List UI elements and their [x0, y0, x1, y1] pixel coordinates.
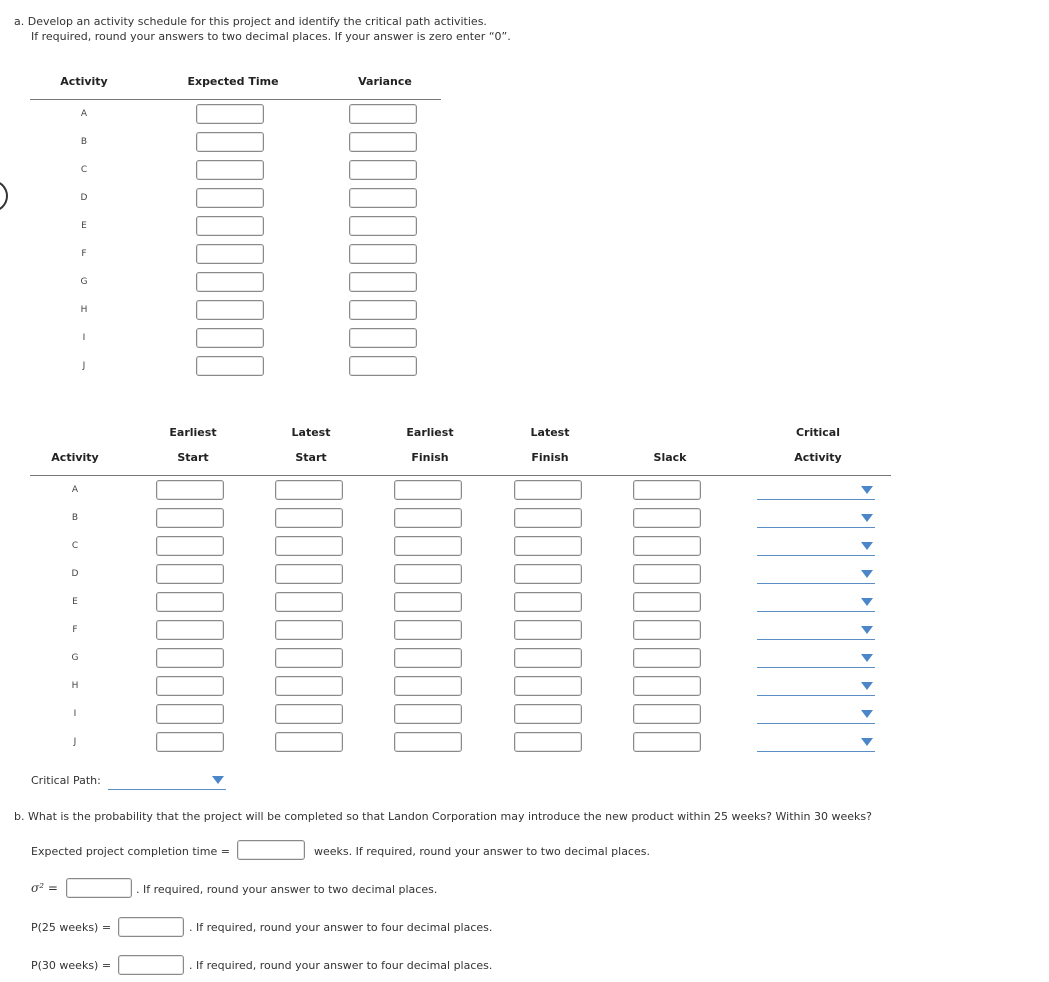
t2-earliest-finish-input[interactable] — [394, 704, 462, 724]
triangle-down-icon — [861, 626, 873, 634]
t1-expected-time-input[interactable] — [196, 272, 264, 292]
t2-header-ef-top: Earliest — [406, 426, 454, 439]
t2-header-lf-top: Latest — [530, 426, 570, 439]
t2-header-lf-bottom: Finish — [531, 451, 569, 464]
t2-header-activity: Activity — [51, 451, 99, 464]
t2-earliest-start-input[interactable] — [156, 536, 224, 556]
expected-completion-input[interactable] — [237, 840, 305, 860]
t2-slack-input[interactable] — [633, 508, 701, 528]
t1-activity-label: C — [80, 165, 88, 175]
t2-latest-finish-input[interactable] — [514, 676, 582, 696]
t1-activity-label: E — [81, 221, 87, 231]
t2-header-ls-top: Latest — [291, 426, 331, 439]
part-b-question: b. What is the probability that the project will be completed so that Landon Corporation may introduce the new product within 25 weeks? Within 30 weeks? — [14, 810, 872, 823]
t2-latest-finish-input[interactable] — [514, 564, 582, 584]
t2-critical-activity-dropdown[interactable] — [757, 620, 875, 640]
t1-variance-input[interactable] — [349, 328, 417, 348]
expected-completion-label: Expected project completion time = — [31, 845, 230, 858]
sigma-squared-suffix: . If required, round your answer to two decimal places. — [136, 883, 438, 896]
t1-expected-time-input[interactable] — [196, 160, 264, 180]
t2-slack-input[interactable] — [633, 732, 701, 752]
t1-activity-label: F — [81, 249, 87, 259]
t2-activity-label: I — [73, 709, 77, 719]
t2-critical-activity-dropdown[interactable] — [757, 592, 875, 612]
t2-latest-start-input[interactable] — [275, 536, 343, 556]
t2-latest-finish-input[interactable] — [514, 480, 582, 500]
t2-earliest-finish-input[interactable] — [394, 508, 462, 528]
p30-input[interactable] — [118, 955, 184, 975]
t2-latest-finish-input[interactable] — [514, 648, 582, 668]
triangle-down-icon — [861, 570, 873, 578]
t2-slack-input[interactable] — [633, 704, 701, 724]
t1-activity-label: H — [80, 305, 88, 315]
t1-activity-label: G — [80, 277, 88, 287]
t2-latest-start-input[interactable] — [275, 508, 343, 528]
t1-variance-input[interactable] — [349, 104, 417, 124]
sigma-squared-label: σ² = — [31, 881, 58, 895]
t2-earliest-start-input[interactable] — [156, 480, 224, 500]
t2-earliest-finish-input[interactable] — [394, 648, 462, 668]
t2-activity-label: J — [73, 737, 77, 747]
triangle-down-icon — [861, 738, 873, 746]
t2-critical-activity-dropdown[interactable] — [757, 564, 875, 584]
t2-critical-activity-dropdown[interactable] — [757, 676, 875, 696]
t2-latest-start-input[interactable] — [275, 592, 343, 612]
p30-label: P(30 weeks) = — [31, 959, 112, 972]
p25-label: P(25 weeks) = — [31, 921, 112, 934]
t1-expected-time-input[interactable] — [196, 328, 264, 348]
p25-input[interactable] — [118, 917, 184, 937]
triangle-down-icon — [861, 514, 873, 522]
t2-latest-start-input[interactable] — [275, 620, 343, 640]
page-edge-tab-icon — [0, 180, 8, 212]
t2-earliest-start-input[interactable] — [156, 564, 224, 584]
t2-header-ef-bottom: Finish — [411, 451, 449, 464]
t2-activity-label: G — [71, 653, 79, 663]
t2-slack-input[interactable] — [633, 564, 701, 584]
t2-activity-label: A — [71, 485, 79, 495]
t1-variance-input[interactable] — [349, 272, 417, 292]
t1-expected-time-input[interactable] — [196, 132, 264, 152]
t2-slack-input[interactable] — [633, 648, 701, 668]
t1-expected-time-input[interactable] — [196, 104, 264, 124]
t2-latest-finish-input[interactable] — [514, 732, 582, 752]
t1-variance-input[interactable] — [349, 132, 417, 152]
t1-variance-input[interactable] — [349, 300, 417, 320]
t2-latest-start-input[interactable] — [275, 648, 343, 668]
t2-latest-start-input[interactable] — [275, 704, 343, 724]
t2-activity-label: B — [71, 513, 79, 523]
t2-earliest-start-input[interactable] — [156, 704, 224, 724]
t2-latest-start-input[interactable] — [275, 732, 343, 752]
t2-earliest-finish-input[interactable] — [394, 564, 462, 584]
t2-earliest-finish-input[interactable] — [394, 676, 462, 696]
t2-latest-finish-input[interactable] — [514, 592, 582, 612]
t2-earliest-start-input[interactable] — [156, 676, 224, 696]
t2-activity-label: E — [72, 597, 78, 607]
t1-expected-time-input[interactable] — [196, 244, 264, 264]
t2-header-slack: Slack — [653, 451, 687, 464]
critical-path-dropdown[interactable] — [108, 770, 226, 790]
t1-activity-label: A — [80, 109, 88, 119]
triangle-down-icon — [861, 598, 873, 606]
t2-slack-input[interactable] — [633, 592, 701, 612]
t2-earliest-start-input[interactable] — [156, 508, 224, 528]
t2-critical-activity-dropdown[interactable] — [757, 732, 875, 752]
t2-earliest-finish-input[interactable] — [394, 592, 462, 612]
t2-slack-input[interactable] — [633, 676, 701, 696]
t2-earliest-finish-input[interactable] — [394, 536, 462, 556]
triangle-down-icon — [861, 710, 873, 718]
t2-activity-label: H — [71, 681, 79, 691]
triangle-down-icon — [861, 542, 873, 550]
t2-earliest-start-input[interactable] — [156, 648, 224, 668]
t2-critical-activity-dropdown[interactable] — [757, 508, 875, 528]
t2-earliest-start-input[interactable] — [156, 620, 224, 640]
t2-activity-label: C — [71, 541, 79, 551]
t2-header-critical-bottom: Activity — [794, 451, 842, 464]
t2-critical-activity-dropdown[interactable] — [757, 536, 875, 556]
triangle-down-icon — [861, 682, 873, 690]
t1-variance-input[interactable] — [349, 160, 417, 180]
t1-variance-input[interactable] — [349, 356, 417, 376]
t2-slack-input[interactable] — [633, 480, 701, 500]
t2-latest-finish-input[interactable] — [514, 704, 582, 724]
t1-header-variance: Variance — [358, 75, 412, 88]
t1-expected-time-input[interactable] — [196, 188, 264, 208]
t2-earliest-finish-input[interactable] — [394, 732, 462, 752]
t2-latest-start-input[interactable] — [275, 480, 343, 500]
t2-header-rule — [30, 475, 891, 476]
triangle-down-icon — [212, 776, 224, 784]
t1-expected-time-input[interactable] — [196, 356, 264, 376]
t1-header-activity: Activity — [60, 75, 108, 88]
t2-header-es-top: Earliest — [169, 426, 217, 439]
part-a-instruction: a. Develop an activity schedule for this project and identify the critical path activities. — [14, 15, 487, 28]
t2-earliest-start-input[interactable] — [156, 592, 224, 612]
t1-activity-label: J — [82, 361, 86, 371]
t2-latest-finish-input[interactable] — [514, 536, 582, 556]
triangle-down-icon — [861, 654, 873, 662]
p25-suffix: . If required, round your answer to four decimal places. — [189, 921, 493, 934]
part-a-rounding-note: If required, round your answers to two decimal places. If your answer is zero enter “0”. — [31, 30, 511, 43]
t1-expected-time-input[interactable] — [196, 300, 264, 320]
t2-header-critical-top: Critical — [795, 426, 840, 439]
t2-latest-start-input[interactable] — [275, 564, 343, 584]
t2-header-es-bottom: Start — [177, 451, 209, 464]
p30-suffix: . If required, round your answer to four decimal places. — [189, 959, 493, 972]
t2-earliest-start-input[interactable] — [156, 732, 224, 752]
t2-slack-input[interactable] — [633, 620, 701, 640]
t1-variance-input[interactable] — [349, 244, 417, 264]
t2-activity-label: F — [72, 625, 78, 635]
t2-latest-finish-input[interactable] — [514, 508, 582, 528]
t1-expected-time-input[interactable] — [196, 216, 264, 236]
t1-activity-label: D — [80, 193, 88, 203]
critical-path-label: Critical Path: — [31, 774, 101, 787]
triangle-down-icon — [861, 486, 873, 494]
expected-completion-suffix: weeks. If required, round your answer to two decimal places. — [314, 845, 650, 858]
t2-latest-start-input[interactable] — [275, 676, 343, 696]
t1-header-rule — [30, 99, 441, 100]
t1-header-expected-time: Expected Time — [187, 75, 279, 88]
t2-critical-activity-dropdown[interactable] — [757, 648, 875, 668]
t2-critical-activity-dropdown[interactable] — [757, 704, 875, 724]
t1-activity-label: B — [80, 137, 88, 147]
sigma-squared-input[interactable] — [66, 878, 132, 898]
t2-critical-activity-dropdown[interactable] — [757, 480, 875, 500]
t2-header-ls-bottom: Start — [295, 451, 327, 464]
t2-latest-finish-input[interactable] — [514, 620, 582, 640]
t1-variance-input[interactable] — [349, 216, 417, 236]
t2-earliest-finish-input[interactable] — [394, 480, 462, 500]
t2-activity-label: D — [71, 569, 79, 579]
t2-slack-input[interactable] — [633, 536, 701, 556]
t1-variance-input[interactable] — [349, 188, 417, 208]
t2-earliest-finish-input[interactable] — [394, 620, 462, 640]
t1-activity-label: I — [82, 333, 86, 343]
